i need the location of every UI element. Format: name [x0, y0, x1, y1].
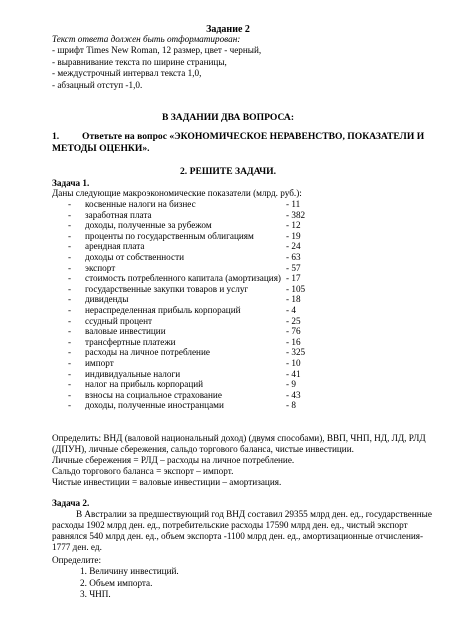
indicator-list — [68, 199, 368, 411]
indicator-name: расходы на личное потребление — [85, 347, 210, 358]
problem-2-title: Задача 2. — [52, 498, 90, 508]
indicator-value: - 41 — [286, 368, 301, 379]
determine-line: Сальдо торгового баланса = экспорт – импорт. — [52, 466, 234, 476]
indicator-value: - 25 — [286, 315, 301, 326]
indicator-row — [68, 337, 368, 348]
bullet-dash: - — [68, 400, 72, 411]
bullet-dash: - — [68, 294, 72, 305]
problem-2-item: 1. Величину инвестиций. — [80, 566, 179, 576]
problem-1-intro: Даны следующие макроэкономические показатели (млрд. руб.): — [52, 188, 302, 198]
indicator-row — [68, 273, 368, 284]
indicator-row — [68, 284, 368, 295]
indicator-name: ссудный процент — [85, 315, 153, 326]
indicator-value: - 4 — [286, 304, 296, 315]
bullet-dash: - — [68, 283, 72, 294]
bullet-dash: - — [68, 230, 72, 241]
indicator-value: - 105 — [286, 283, 306, 294]
bullet-dash: - — [68, 241, 72, 252]
indicator-row — [68, 400, 368, 411]
indicator-value: - 16 — [286, 336, 301, 347]
indicator-value: - 12 — [286, 220, 301, 231]
indicator-value: - 43 — [286, 389, 301, 400]
question-1 — [52, 131, 430, 155]
indicator-value: - 11 — [286, 199, 301, 209]
problem-2-text: В Австралии за предшествующий год ВНД составил 29355 млрд ден. ед., государственные расходы 1902 млрд ден. ед., потребительские расходы 17590 млрд ден. ед., чистый экспорт равнялся 540 млрд ден. ед., объем экспорта -1100 млрд ден. ед., амортизационные отчисления- 1777 ден. ед. — [52, 509, 432, 552]
bullet-dash: - — [68, 357, 72, 368]
bullet-dash: - — [68, 273, 72, 284]
bullet-dash: - — [68, 379, 72, 390]
indicator-row — [68, 326, 368, 337]
bullet-dash: - — [68, 389, 72, 400]
indicator-row — [68, 379, 368, 390]
indicator-value: - 8 — [286, 400, 296, 411]
indicator-name: индивидуальные налоги — [85, 368, 181, 379]
indicator-row — [68, 316, 368, 327]
indicator-row — [68, 305, 368, 316]
indicator-row — [68, 210, 368, 221]
bullet-dash: - — [68, 251, 72, 262]
bullet-dash: - — [68, 262, 72, 273]
determine-line: Определить: ВНД (валовой национальный доход) (двумя способами), ВВП, ЧНП, НД, ЛД, РЛД (ДПУН), личные сбережения, сальдо торгового баланса, чистые инвестиции. — [52, 433, 426, 454]
format-intro: Текст ответа должен быть отформатирован: — [52, 34, 241, 44]
format-list — [52, 45, 261, 91]
indicator-name: косвенные налоги на бизнес — [85, 199, 196, 209]
questions-title: В ЗАДАНИИ ДВА ВОПРОСА: — [161, 112, 295, 123]
format-item: - абзацный отступ -1,0. — [52, 79, 143, 90]
indicator-value: - 19 — [286, 230, 301, 241]
indicator-name: экспорт — [85, 262, 116, 273]
indicator-value: - 325 — [286, 347, 306, 358]
indicator-row — [68, 263, 368, 274]
indicator-name: дивиденды — [85, 294, 129, 305]
bullet-dash: - — [68, 368, 72, 379]
indicator-name: доходы, полученные за рубежом — [85, 220, 212, 231]
indicator-name: импорт — [85, 357, 114, 368]
indicator-row — [68, 347, 368, 358]
problem-2-item: 3. ЧНП. — [80, 589, 111, 599]
indicator-value: - 382 — [286, 209, 306, 220]
indicator-value: - 76 — [286, 326, 301, 337]
indicator-value: - 10 — [286, 357, 301, 368]
indicator-value: - 17 — [286, 273, 301, 284]
indicator-row — [68, 369, 368, 380]
indicator-row — [68, 358, 368, 369]
question-1-text: Ответьте на вопрос «ЭКОНОМИЧЕСКОЕ НЕРАВЕНСТВО, ПОКАЗАТЕЛИ И МЕТОДЫ ОЦЕНКИ». — [52, 131, 425, 154]
indicator-row — [68, 220, 368, 231]
indicator-value: - 57 — [286, 262, 301, 273]
question-2: 2. РЕШИТЕ ЗАДАЧИ. — [179, 166, 276, 177]
indicator-row — [68, 199, 368, 210]
problem-2-list — [80, 566, 179, 601]
bullet-dash: - — [68, 304, 72, 315]
bullet-dash: - — [68, 209, 72, 220]
determine-line: Чистые инвестиции = валовые инвестиции – амортизация. — [52, 477, 282, 487]
indicator-name: арендная плата — [85, 241, 145, 252]
indicator-name: взносы на социальное страхование — [85, 389, 222, 400]
indicator-name: трансфертные платежи — [85, 336, 176, 347]
format-item: - междустрочный интервал текста 1,0, — [52, 68, 202, 78]
indicator-name: доходы от собственности — [85, 251, 185, 262]
bullet-dash: - — [68, 336, 72, 347]
indicator-row — [68, 294, 368, 305]
task-title: Задание 2 — [206, 24, 250, 35]
problem-2-item: 2. Объем импорта. — [80, 577, 153, 588]
indicator-value: - 18 — [286, 294, 301, 305]
indicator-row — [68, 241, 368, 252]
indicator-name: нераспределенная прибыль корпораций — [85, 304, 241, 315]
indicator-row — [68, 231, 368, 242]
indicator-name: доходы, полученные иностранцами — [85, 400, 224, 411]
indicator-name: валовые инвестиции — [85, 326, 166, 337]
indicator-row — [68, 390, 368, 401]
indicator-name: стоимость потребленного капитала (амортизация) — [85, 273, 281, 284]
bullet-dash: - — [68, 326, 72, 337]
indicator-value: - 63 — [286, 251, 301, 262]
bullet-dash: - — [68, 347, 72, 358]
problem-2-determine: Определите: — [52, 555, 102, 565]
format-item: - выравнивание текста по ширине страницы, — [52, 56, 227, 67]
indicator-name: заработная плата — [85, 209, 152, 220]
format-item: - шрифт Times New Roman, 12 размер, цвет - черный, — [52, 45, 262, 55]
indicator-name: налог на прибыль корпораций — [85, 379, 204, 390]
problem-1-determine — [52, 433, 430, 488]
bullet-dash: - — [68, 199, 72, 209]
determine-line: Личные сбережения = РЛД – расходы на личное потребление. — [52, 455, 295, 465]
indicator-row — [68, 252, 368, 263]
bullet-dash: - — [68, 220, 72, 231]
bullet-dash: - — [68, 315, 72, 326]
indicator-value: - 24 — [286, 241, 301, 252]
indicator-name: проценты по государственным облигациям — [85, 230, 254, 241]
indicator-value: - 9 — [286, 379, 296, 390]
problem-1-title: Задача 1. — [52, 178, 90, 188]
indicator-name: государственные закупки товаров и услуг — [85, 283, 249, 294]
question-1-number: 1. — [52, 131, 60, 142]
